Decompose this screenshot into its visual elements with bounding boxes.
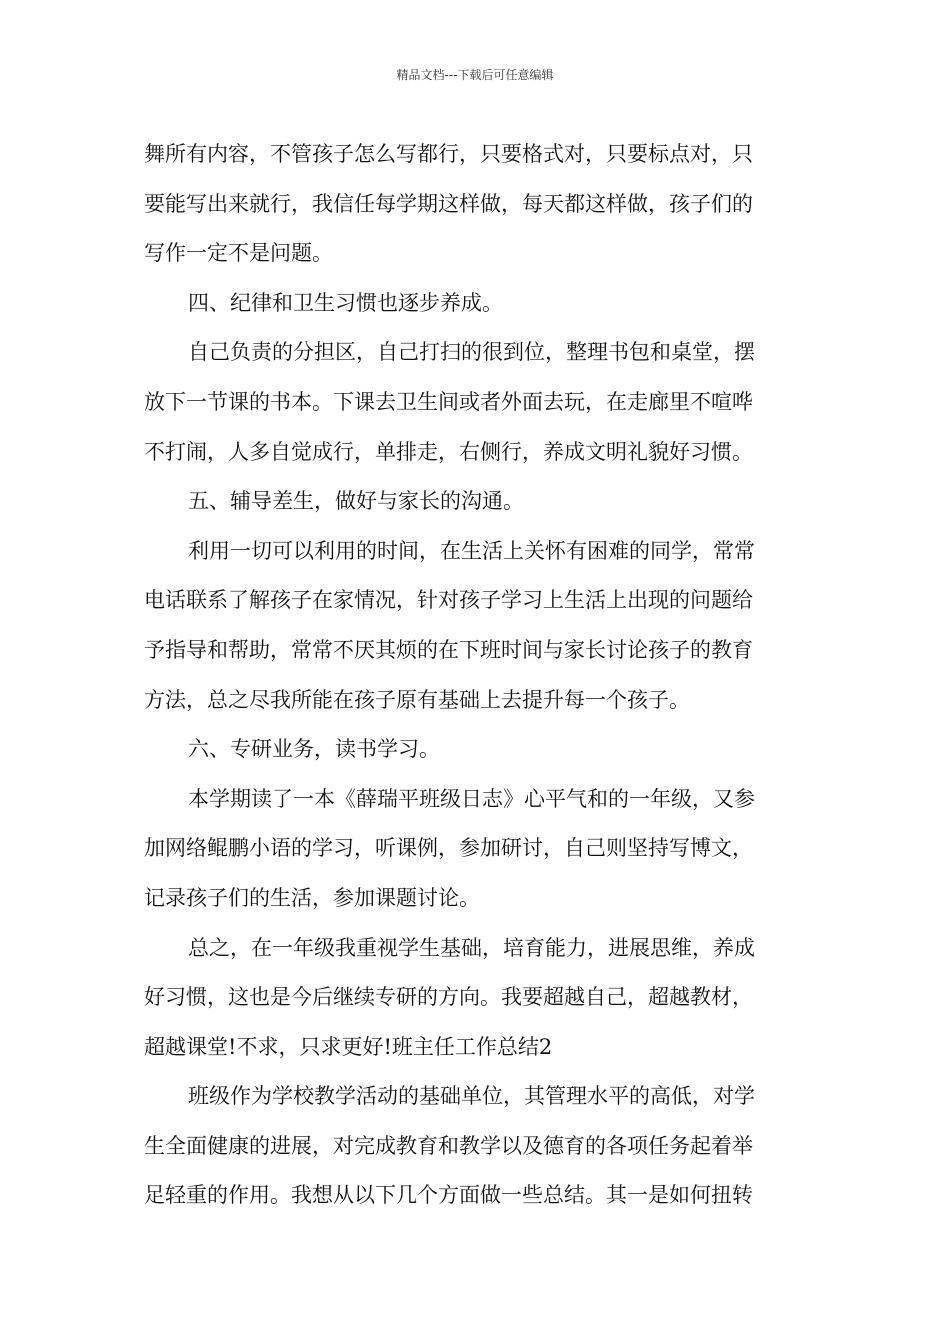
text-line: 总之，在一年级我重视学生基础，培育能力，进展思维，养成 <box>188 935 755 960</box>
text-line: 放下一节课的书本。下课去卫生间或者外面去玩，在走廊里不喧哗 <box>144 389 753 414</box>
document-body <box>144 130 806 1221</box>
text-line: 足轻重的作用。我想从以下几个方面做一些总结。其一是如何扭转 <box>144 1183 753 1208</box>
text-line: 要能写出来就行，我信任每学期这样做，每天都这样做，孩子们的 <box>144 191 753 216</box>
text-line: 六、专研业务，读书学习。 <box>188 737 440 762</box>
text-line: 五、辅导差生，做好与家长的沟通。 <box>188 489 524 514</box>
text-line: 加网络鲲鹏小语的学习，听课例，参加研讨，自己则坚持写博文， <box>144 836 753 861</box>
text-line: 四、纪律和卫生习惯也逐步养成。 <box>188 290 503 315</box>
text-line: 利用一切可以利用的时间，在生活上关怀有困难的同学，常常 <box>188 538 755 563</box>
text-line: 自己负责的分担区，自己打扫的很到位，整理书包和桌堂，摆 <box>188 340 755 365</box>
page-header: 精品文档---下载后可任意编辑 <box>396 68 554 82</box>
text-line: 写作一定不是问题。 <box>144 241 333 266</box>
text-line: 舞所有内容，不管孩子怎么写都行，只要格式对，只要标点对，只 <box>144 142 753 166</box>
text-line: 方法，总之尽我所能在孩子原有基础上去提升每一个孩子。 <box>144 687 690 712</box>
text-line: 予指导和帮助，常常不厌其烦的在下班时间与家长讨论孩子的教育 <box>144 637 753 662</box>
text-line: 好习惯，这也是今后继续专研的方向。我要超越自己，超越教材， <box>144 985 753 1010</box>
text-line: 本学期读了一本《薛瑞平班级日志》心平气和的一年级，又参 <box>188 786 755 811</box>
text-line: 不打闹，人多自觉成行，单排走，右侧行，养成文明礼貌好习惯。 <box>144 439 753 464</box>
text-line: 记录孩子们的生活，参加课题讨论。 <box>144 885 480 910</box>
text-line: 超越课堂!不求，只求更好!班主任工作总结2 <box>144 1034 553 1059</box>
text-line: 生全面健康的进展，对完成教育和教学以及德育的各项任务起着举 <box>144 1133 753 1158</box>
text-line: 电话联系了解孩子在家情况，针对孩子学习上生活上出现的问题给 <box>144 588 753 613</box>
text-line: 班级作为学校教学活动的基础单位，其管理水平的高低，对学 <box>188 1084 755 1109</box>
